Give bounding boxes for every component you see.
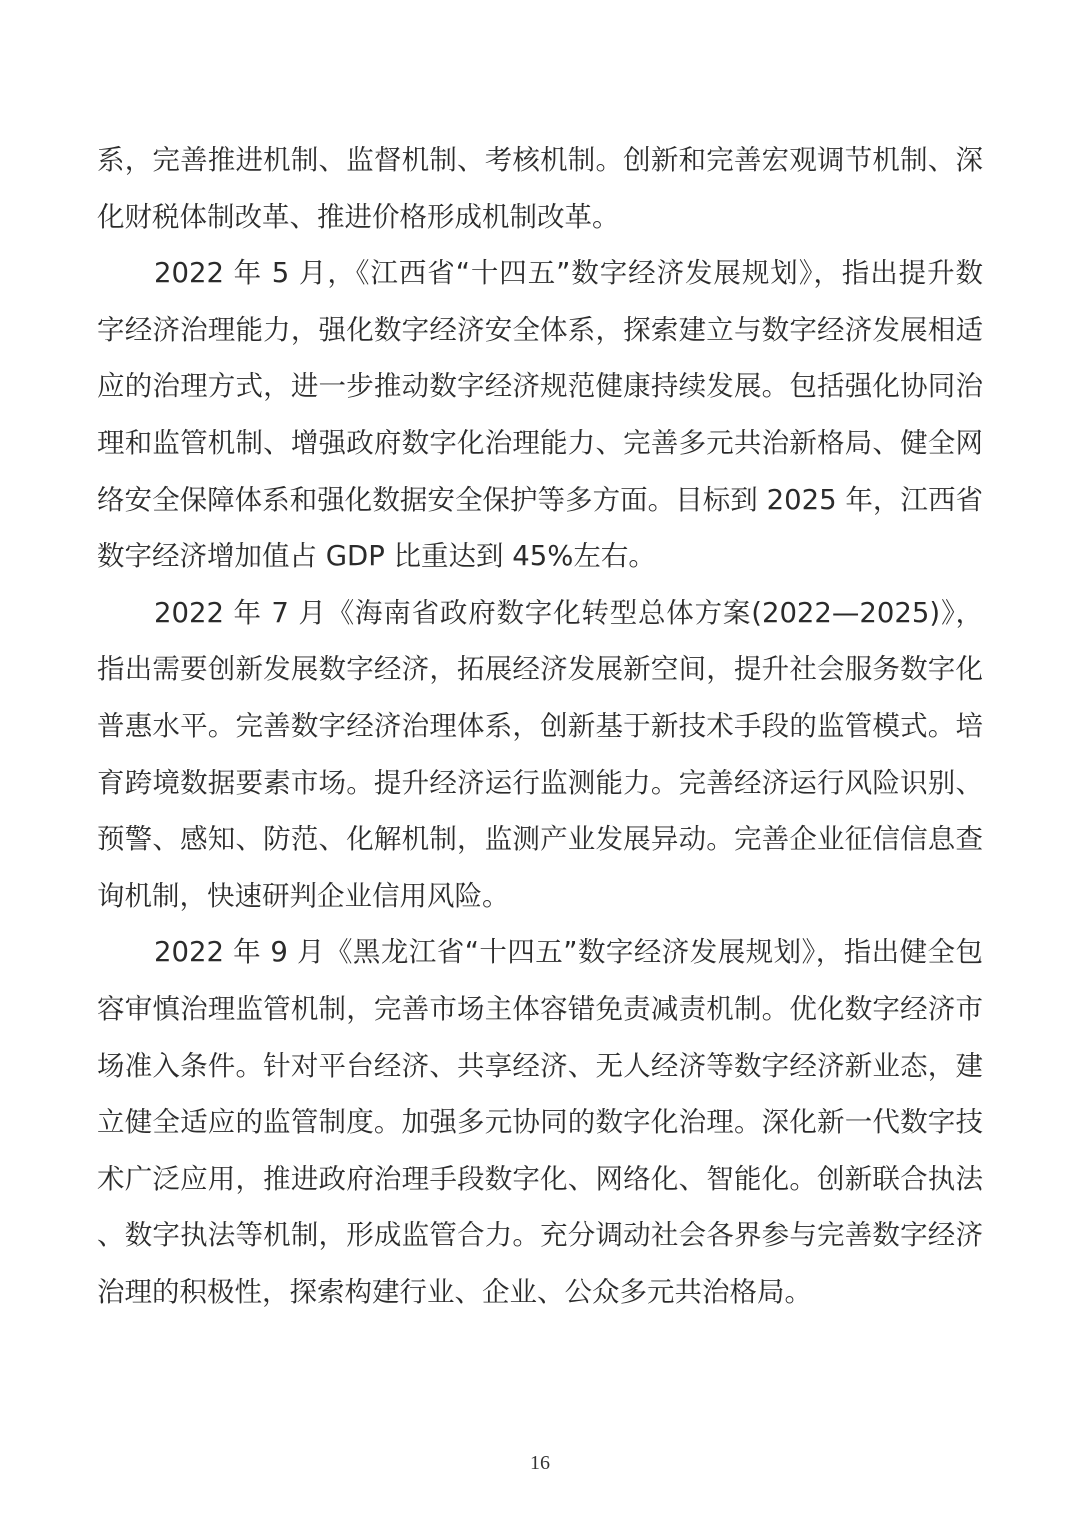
paragraph-continuation: 系，完善推进机制、监督机制、考核机制。创新和完善宏观调节机制、深化财税体制改革、推进价格形成机制改革。 <box>97 144 983 233</box>
paragraph-jiangxi-plan: 2022 年 5 月，《江西省“十四五”数字经济发展规划》，指出提升数字经济治理能力，强化数字经济安全体系，探索建立与数字经济发展相适应的治理方式，进一步推动数字经济规范健康持续发展。包括强化协同治理和监管机制、增强政府数字化治理能力、完善多元共治新格局、健全网络安全保障体系和强化数据安全保护等多方面。目标到 2025 年，江西省数字经济增加值占 GDP 比重达到 45%左右。 <box>97 257 983 573</box>
body-text <box>97 132 983 1320</box>
paragraph-heilongjiang-plan: 2022 年 9 月《黑龙江省“十四五”数字经济发展规划》，指出健全包容审慎治理监管机制，完善市场主体容错免责减责机制。优化数字经济市场准入条件。针对平台经济、共享经济、无人经济等数字经济新业态，建立健全适应的监管制度。加强多元协同的数字化治理。深化新一代数字技术广泛应用，推进政府治理手段数字化、网络化、智能化。创新联合执法、数字执法等机制，形成监管合力。充分调动社会各界参与完善数字经济治理的积极性，探索构建行业、企业、公众多元共治格局。 <box>97 936 983 1308</box>
paragraph-hainan-plan: 2022 年 7 月《海南省政府数字化转型总体方案(2022—2025)》，指出需要创新发展数字经济，拓展经济发展新空间，提升社会服务数字化普惠水平。完善数字经济治理体系，创新基于新技术手段的监管模式。培育跨境数据要素市场。提升经济运行监测能力。完善经济运行风险识别、预警、感知、防范、化解机制，监测产业发展异动。完善企业征信信息查询机制，快速研判企业信用风险。 <box>97 596 983 912</box>
page-number: 16 <box>530 1452 550 1474</box>
